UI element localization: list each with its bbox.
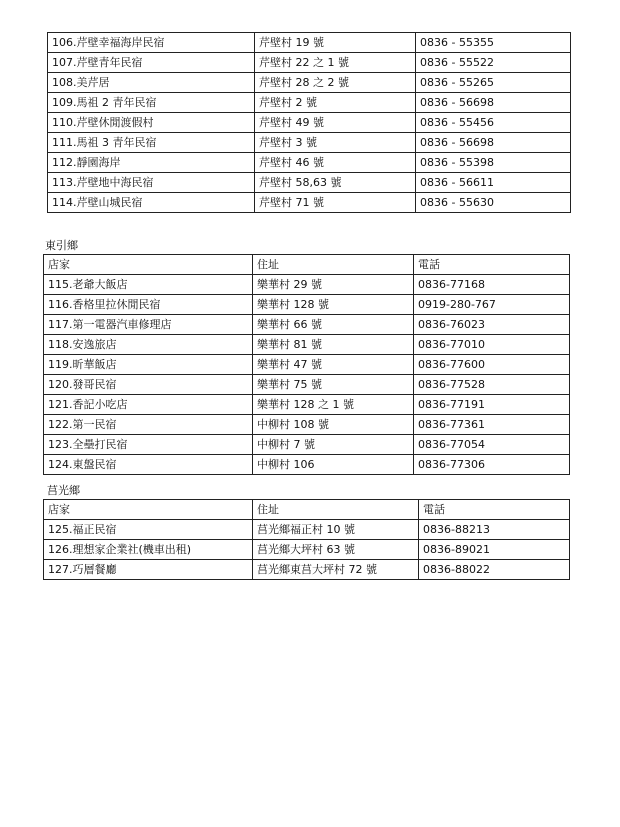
- shop-address: 中柳村 106: [253, 455, 414, 475]
- table-row: [44, 315, 570, 335]
- shop-phone: 0836-77191: [414, 395, 570, 415]
- shop-address: 樂華村 29 號: [253, 275, 414, 295]
- table-row: [48, 153, 571, 173]
- shop-name: 122.第一民宿: [44, 415, 253, 435]
- shop-address: 芹壁村 22 之 1 號: [255, 53, 416, 73]
- column-header-shop: 店家: [44, 500, 253, 520]
- shop-name: 121.香記小吃店: [44, 395, 253, 415]
- shop-name: 111.馬祖 3 青年民宿: [48, 133, 255, 153]
- table-row: [48, 193, 571, 213]
- shop-phone: 0836-88022: [419, 560, 570, 580]
- shop-address: 芹壁村 28 之 2 號: [255, 73, 416, 93]
- table-row: [48, 173, 571, 193]
- shop-phone: 0836-77361: [414, 415, 570, 435]
- shop-address: 樂華村 66 號: [253, 315, 414, 335]
- shop-address: 樂華村 128 號: [253, 295, 414, 315]
- shop-address: 樂華村 128 之 1 號: [253, 395, 414, 415]
- shop-phone: 0836 - 55522: [416, 53, 571, 73]
- table-header: [44, 255, 570, 275]
- shop-name: 106.芹壁幸福海岸民宿: [48, 33, 255, 53]
- shop-address: 樂華村 81 號: [253, 335, 414, 355]
- shop-name: 112.靜園海岸: [48, 153, 255, 173]
- shop-name: 124.東盤民宿: [44, 455, 253, 475]
- column-header-phone: 電話: [414, 255, 570, 275]
- lodging-table-juguang: [43, 499, 570, 580]
- table-row: [48, 53, 571, 73]
- lodging-table-dongyin: [43, 254, 570, 475]
- shop-phone: 0836 - 56611: [416, 173, 571, 193]
- shop-address: 芹壁村 58,63 號: [255, 173, 416, 193]
- table-row: [48, 33, 571, 53]
- column-header-address: 住址: [253, 500, 419, 520]
- shop-phone: 0836 - 55456: [416, 113, 571, 133]
- table-row: [48, 73, 571, 93]
- table-row: [44, 355, 570, 375]
- lodging-table-body: [44, 275, 570, 475]
- shop-address: 莒光鄉東莒大坪村 72 號: [253, 560, 419, 580]
- column-header-address: 住址: [253, 255, 414, 275]
- shop-address: 樂華村 47 號: [253, 355, 414, 375]
- shop-address: 芹壁村 2 號: [255, 93, 416, 113]
- shop-address: 中柳村 7 號: [253, 435, 414, 455]
- shop-address: 芹壁村 3 號: [255, 133, 416, 153]
- column-header-shop: 店家: [44, 255, 253, 275]
- shop-name: 107.芹壁青年民宿: [48, 53, 255, 73]
- shop-name: 118.安逸旅店: [44, 335, 253, 355]
- section-title-dongyin: 東引鄉: [45, 239, 78, 252]
- table-row: [44, 335, 570, 355]
- shop-name: 120.發哥民宿: [44, 375, 253, 395]
- shop-name: 114.芹壁山城民宿: [48, 193, 255, 213]
- shop-phone: 0836-77306: [414, 455, 570, 475]
- table-row: [44, 415, 570, 435]
- shop-phone: 0836-77168: [414, 275, 570, 295]
- shop-phone: 0919-280-767: [414, 295, 570, 315]
- shop-name: 115.老爺大飯店: [44, 275, 253, 295]
- shop-phone: 0836-77010: [414, 335, 570, 355]
- lodging-table-body: [48, 33, 571, 213]
- shop-name: 109.馬祖 2 青年民宿: [48, 93, 255, 113]
- shop-phone: 0836 - 55398: [416, 153, 571, 173]
- table-row: [44, 295, 570, 315]
- shop-name: 119.昕華飯店: [44, 355, 253, 375]
- table-row: [44, 540, 570, 560]
- section-title-juguang: 莒光鄉: [47, 484, 80, 497]
- table-row: [44, 275, 570, 295]
- table-header-row: [44, 500, 570, 520]
- table-header-row: [44, 255, 570, 275]
- shop-phone: 0836 - 55265: [416, 73, 571, 93]
- shop-phone: 0836-76023: [414, 315, 570, 335]
- shop-name: 126.理想家企業社(機車出租): [44, 540, 253, 560]
- lodging-table-body: [44, 520, 570, 580]
- shop-phone: 0836-89021: [419, 540, 570, 560]
- table-row: [44, 395, 570, 415]
- shop-phone: 0836-77600: [414, 355, 570, 375]
- shop-name: 123.全壘打民宿: [44, 435, 253, 455]
- table-row: [48, 113, 571, 133]
- shop-address: 芹壁村 49 號: [255, 113, 416, 133]
- shop-name: 117.第一電器汽車修理店: [44, 315, 253, 335]
- table-row: [48, 93, 571, 113]
- shop-name: 108.美芹居: [48, 73, 255, 93]
- column-header-phone: 電話: [419, 500, 570, 520]
- table-row: [44, 520, 570, 540]
- shop-phone: 0836 - 55355: [416, 33, 571, 53]
- shop-name: 127.巧層餐廳: [44, 560, 253, 580]
- table-row: [48, 133, 571, 153]
- shop-name: 113.芹壁地中海民宿: [48, 173, 255, 193]
- shop-phone: 0836-77054: [414, 435, 570, 455]
- shop-address: 莒光鄉大坪村 63 號: [253, 540, 419, 560]
- table-row: [44, 560, 570, 580]
- shop-name: 116.香格里拉休閒民宿: [44, 295, 253, 315]
- shop-address: 芹壁村 71 號: [255, 193, 416, 213]
- shop-address: 中柳村 108 號: [253, 415, 414, 435]
- shop-address: 芹壁村 19 號: [255, 33, 416, 53]
- shop-phone: 0836-88213: [419, 520, 570, 540]
- shop-phone: 0836 - 55630: [416, 193, 571, 213]
- lodging-table-beigan: [47, 32, 571, 213]
- shop-phone: 0836-77528: [414, 375, 570, 395]
- shop-address: 芹壁村 46 號: [255, 153, 416, 173]
- table-header: [44, 500, 570, 520]
- shop-phone: 0836 - 56698: [416, 133, 571, 153]
- shop-address: 莒光鄉福正村 10 號: [253, 520, 419, 540]
- table-row: [44, 375, 570, 395]
- shop-phone: 0836 - 56698: [416, 93, 571, 113]
- table-row: [44, 435, 570, 455]
- shop-name: 110.芹壁休閒渡假村: [48, 113, 255, 133]
- table-row: [44, 455, 570, 475]
- shop-address: 樂華村 75 號: [253, 375, 414, 395]
- shop-name: 125.福正民宿: [44, 520, 253, 540]
